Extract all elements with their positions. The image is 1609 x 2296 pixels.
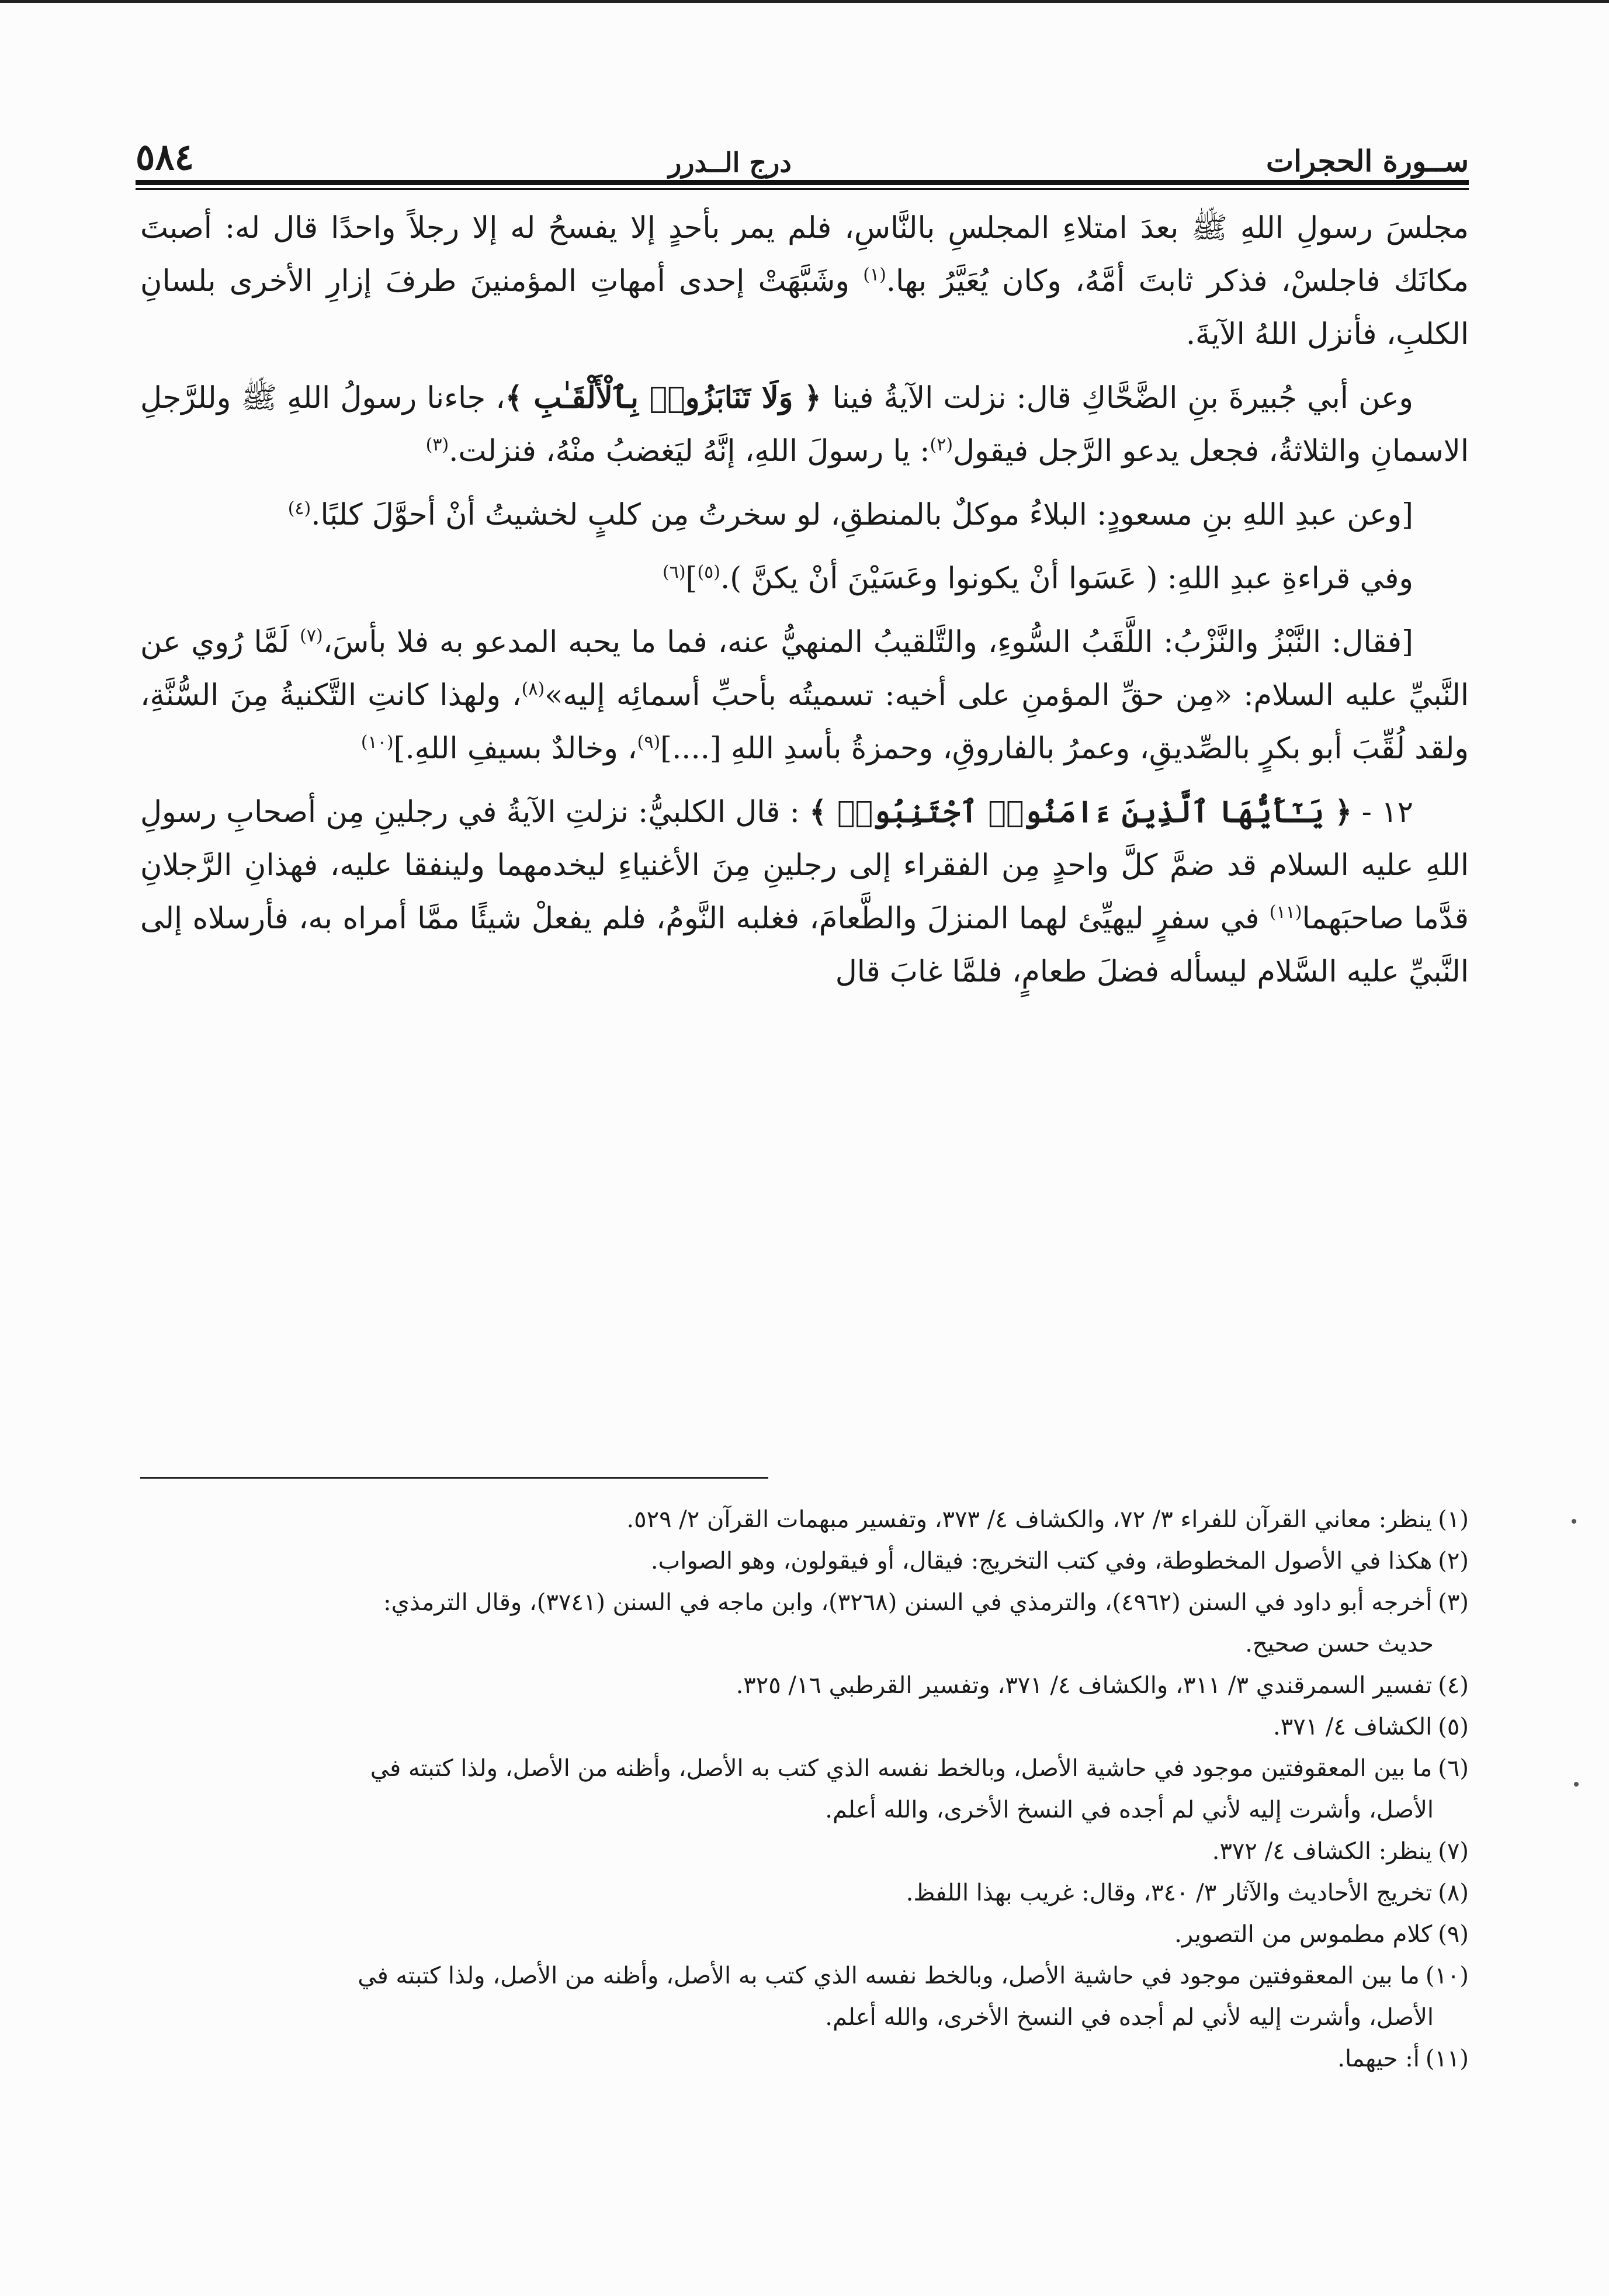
page-number: ٥٨٤ — [136, 136, 194, 178]
quran-quote: ﴿ وَلَا تَنَابَزُوا۟ بِٱلْأَلْقَـٰبِ ﴾ — [505, 380, 833, 415]
paragraph-text: : قال الكلبيُّ: نزلتِ الآيةُ في رجلينِ مِن أصحابِ رسولِ اللهِ عليه السلام قد ضمَّ كلَّ واحدٍ مِن الفقراء إلى رجلينِ مِنَ الأغنياءِ ليخدمهما ولينفقا عليه، فهذانِ الرَّجلانِ قدَّما صاحبَهما — [140, 795, 1469, 936]
footnote-item — [140, 2038, 1469, 2080]
footnote-text: ينظر: معاني القرآن للفراء ٣/ ٧٢، والكشاف ٤/ ٣٧٣، وتفسير مبهمات القرآن ٢/ ٥٢٩. — [626, 1506, 1433, 1533]
footnote-separator — [140, 1477, 768, 1479]
footnote-text: ينظر: الكشاف ٤/ ٣٧٢. — [1212, 1838, 1433, 1865]
footnote-item — [140, 1541, 1469, 1582]
paragraph-2 — [140, 372, 1469, 478]
footnote-text: كلام مطموس من التصوير. — [1174, 1921, 1433, 1948]
paragraph-text: ، جاءنا رسولُ اللهِ ﷺ وللرَّجلِ الاسمانِ والثلاثةُ، فجعل يدعو الرَّجل فيقول — [140, 381, 1469, 469]
paragraph-text: في سفرٍ ليهيِّئ لهما المنزلَ والطَّعامَ، فغلبه النَّومُ، فلم يفعلْ شيئًا ممَّا أمراه به، فأرسلاه إلى النَّبيِّ عليه السَّلام ليسأله فضلَ طعامٍ، فلمَّا غابَ قال — [140, 901, 1469, 989]
paragraph-5 — [140, 616, 1469, 775]
footnote-item — [140, 1499, 1469, 1541]
footnote-number: (٢) — [1438, 1548, 1469, 1574]
book-title: درج الــدرر — [668, 147, 792, 178]
paragraph-text: ، ولهذا كانتِ التَّكنيةُ مِنَ السُّنَّةِ، ولقد لُقِّبَ أبو بكرٍ بالصِّديقِ، وعمرُ بالفاروقِ، وحمزةُ بأسدِ اللهِ [....] — [140, 678, 1469, 766]
footnote-item — [140, 1872, 1469, 1914]
footnote-ref: (٩) — [637, 732, 661, 752]
footnote-number: (١٠) — [1425, 1962, 1469, 1989]
header-rule-thin — [136, 188, 1469, 190]
scan-speck — [1572, 1519, 1576, 1524]
footnote-number: (٩) — [1438, 1921, 1469, 1948]
footnote-item — [140, 1831, 1469, 1872]
paragraph-text: وشَبَّهَتْ إحدى أمهاتِ المؤمنينَ طرفَ إزارِ الأخرى بلسانِ الكلبِ، فأنزل اللهُ الآيةَ. — [140, 264, 1469, 352]
footnote-number: (٣) — [1438, 1589, 1469, 1616]
footnote-item — [140, 1914, 1469, 1955]
footnote-continuation: الأصل، وأشرت إليه لأني لم أجده في النسخ الأخرى، والله أعلم. — [825, 1796, 1434, 1823]
footnote-text: ما بين المعقوفتين موجود في حاشية الأصل، وبالخط نفسه الذي كتب به الأصل، وأظنه من الأصل، ولذا كتبته في — [358, 1962, 1420, 1989]
paragraph-text: ] — [685, 561, 698, 596]
footnote-ref: (٨) — [521, 679, 545, 699]
footnote-number: (٨) — [1438, 1879, 1469, 1906]
footnote-text: أ: حيهما. — [1337, 2045, 1420, 2072]
footnote-ref: (٧) — [300, 626, 323, 646]
footnote-text: تخريج الأحاديث والآثار ٣/ ٣٤٠، وقال: غريب بهذا اللفظ. — [906, 1879, 1433, 1906]
paragraph-text: : يا رسولَ اللهِ، إنَّهُ ليَغضبُ منْهُ، فنزلت. — [449, 434, 930, 469]
paragraph-text: وعن أبي جُبيرةَ بنِ الضَّحَّاكِ قال: نزلت الآيةُ فينا — [832, 381, 1414, 415]
footnote-ref: (٤) — [287, 498, 311, 519]
surah-title: ســورة الحجرات — [1266, 144, 1469, 178]
footnote-ref: (١١) — [1269, 902, 1302, 922]
footnote-ref: (٢) — [930, 435, 953, 455]
footnote-text: تفسير السمرقندي ٣/ ٣١١، والكشاف ٤/ ٣٧١، وتفسير القرطبي ١٦/ ٣٢٥. — [736, 1672, 1433, 1699]
footnote-item — [140, 1707, 1469, 1748]
footnote-text: أخرجه أبو داود في السنن (٤٩٦٢)، والترمذي في السنن (٣٢٦٨)، وابن ماجه في السنن (٣٧٤١)، وقال الترمذي: — [383, 1589, 1433, 1616]
paragraph-text: [فقال: النَّبْزُ والنَّزْبُ: اللَّقَبُ السُّوءِ، والتَّلقيبُ المنهيُّ عنه، فما ما يحبه المدعو به فلا بأسَ، — [323, 625, 1413, 660]
footnote-text: ما بين المعقوفتين موجود في حاشية الأصل، وبالخط نفسه الذي كتب به الأصل، وأظنه من الأصل، ولذا كتبته في — [370, 1755, 1433, 1782]
footnote-ref: (١٠) — [360, 732, 394, 752]
footnote-ref: (٥) — [697, 562, 720, 582]
footnote-ref: (٦) — [662, 562, 686, 582]
footnote-ref: (٣) — [425, 435, 449, 455]
footnote-item — [140, 1665, 1469, 1707]
scan-speck — [1574, 1782, 1579, 1787]
paragraph-text: وفي قراءةِ عبدِ اللهِ: ( عَسَوا أنْ يكونوا وعَسَيْنَ أنْ يكنَّ ). — [720, 561, 1413, 596]
paragraph-text: مجلسَ رسولِ اللهِ ﷺ بعدَ امتلاءِ المجلسِ بالنَّاسِ، فلم يمر بأحدٍ إلا يفسحُ له إلا رجلاً واحدًا قال له: أصبتَ مكانَك فاجلسْ، فذكر ثابتَ أمَّهُ، وكان يُعَيَّرُ بها. — [140, 211, 1469, 299]
footnote-number: (٤) — [1438, 1672, 1469, 1699]
paragraph-3 — [140, 488, 1469, 542]
footnote-number: (٥) — [1438, 1714, 1469, 1740]
footnote-text: الكشاف ٤/ ٣٧١. — [1272, 1714, 1433, 1740]
footnote-item — [140, 1748, 1469, 1831]
paragraph-text: لَمَّا رُوي عن النَّبيِّ عليه السلام: «مِن حقِّ المؤمنِ على أخيه: تسميتُه بأحبِّ أسمائِه إليه» — [140, 625, 1469, 713]
footnote-item — [140, 1582, 1469, 1665]
running-header — [136, 114, 1469, 178]
scan-top-edge — [0, 0, 1609, 3]
header-rule-thick — [136, 180, 1469, 185]
footnotes — [140, 1499, 1469, 2080]
footnote-number: (١) — [1438, 1506, 1469, 1533]
footnote-number: (٦) — [1438, 1755, 1469, 1782]
paragraph-text: [وعن عبدِ اللهِ بنِ مسعودٍ: البلاءُ موكلٌ بالمنطقِ، لو سخرتُ مِن كلبٍ لخشيتُ أنْ أحوَّلَ كلبًا. — [311, 498, 1413, 532]
paragraph-6 — [140, 786, 1469, 998]
paragraph-text: ، وخالدٌ بسيفِ اللهِ.] — [393, 731, 637, 766]
paragraph-1 — [140, 202, 1469, 361]
footnote-ref: (١) — [863, 265, 886, 285]
footnote-continuation: حديث حسن صحيح. — [1245, 1631, 1434, 1657]
main-text — [140, 202, 1469, 1009]
quran-quote: ﴿ يَـٰٓأَيُّهَا ٱلَّذِينَ ءَامَنُوا۟ ٱجْتَنِبُوا۟ ﴾ — [809, 795, 1353, 830]
verse-number: ١٢ - — [1352, 795, 1414, 830]
footnote-continuation: الأصل، وأشرت إليه لأني لم أجده في النسخ الأخرى، والله أعلم. — [825, 2004, 1434, 2031]
paragraph-4 — [140, 552, 1469, 605]
footnote-item — [140, 1955, 1469, 2038]
footnote-text: هكذا في الأصول المخطوطة، وفي كتب التخريج: فيقال، أو فيقولون، وهو الصواب. — [650, 1548, 1433, 1574]
footnote-number: (١١) — [1425, 2045, 1469, 2072]
footnote-number: (٧) — [1438, 1838, 1469, 1865]
